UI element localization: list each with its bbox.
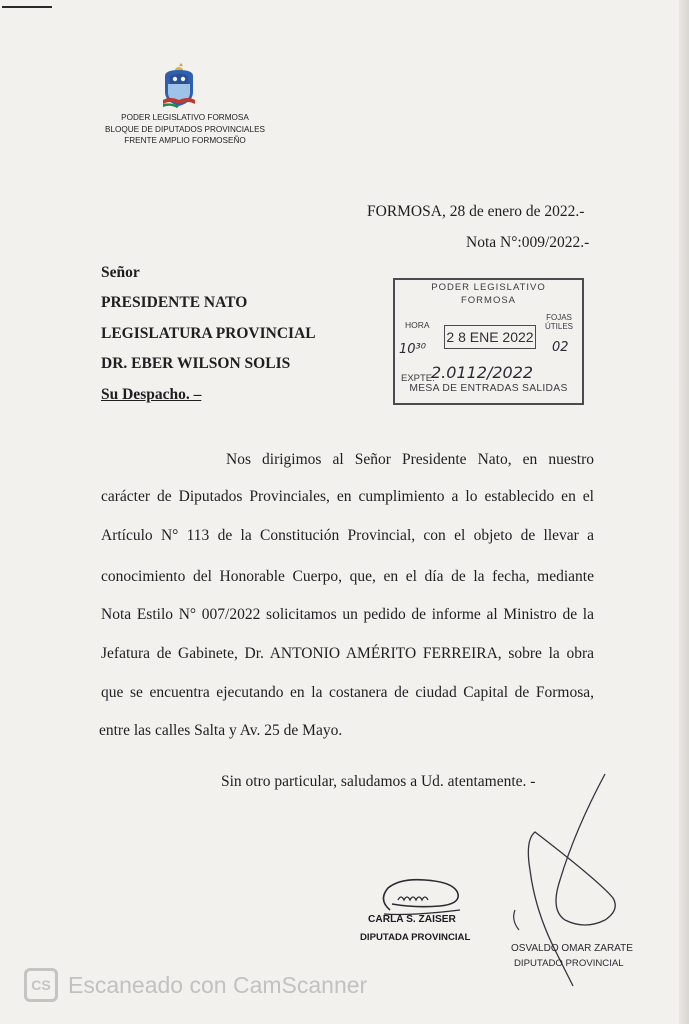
stamp-date: 2 8 ENE 2022	[444, 325, 536, 349]
stamp-expte-label: EXPTE.	[401, 373, 435, 384]
camscanner-watermark	[24, 965, 367, 1005]
closing-line: Sin otro particular, saludamos a Ud. atentamente. -	[221, 773, 536, 790]
recipient-title: PRESIDENTE NATO	[101, 294, 248, 311]
reception-stamp	[393, 278, 584, 405]
signer-left-name: CARLA S. ZAISER	[368, 914, 456, 925]
body-line: Nota Estilo N° 007/2022 solicitamos un pedido de informe al Ministro de la	[101, 606, 594, 623]
page-edge-shadow	[679, 0, 689, 1024]
letterhead-line: PODER LEGISLATIVO FORMOSA	[121, 113, 249, 122]
stamp-city: FORMOSA	[460, 295, 517, 306]
camscanner-icon: CS	[24, 968, 58, 1002]
signer-left-title: DIPUTADA PROVINCIAL	[360, 932, 471, 943]
stamp-institution: PODER LEGISLATIVO	[431, 282, 546, 293]
body-line: entre las calles Salta y Av. 25 de Mayo.	[99, 722, 343, 739]
body-line: Jefatura de Gabinete, Dr. ANTONIO AMÉRITO FERREIRA, sobre la obra	[101, 645, 594, 662]
scan-edge-line	[2, 6, 52, 8]
recipient-office: Su Despacho. –	[101, 386, 202, 403]
salutation: Señor	[101, 264, 140, 281]
body-line: conocimiento del Honorable Cuerpo, que, en el día de la fecha, mediante	[101, 568, 594, 585]
place-date: FORMOSA, 28 de enero de 2022.-	[367, 203, 585, 220]
signer-right-title: DIPUTADO PROVINCIAL	[514, 958, 624, 969]
stamp-fojas-value: 02	[552, 340, 569, 355]
body-line: Artículo N° 113 de la Constitución Provincial, con el objeto de llevar a	[101, 527, 594, 544]
letterhead-line: BLOQUE DE DIPUTADOS PROVINCIALES	[105, 124, 265, 134]
body-line: Nos dirigimos al Señor Presidente Nato, en nuestro	[226, 451, 594, 468]
stamp-hora-value: 10³⁰	[399, 342, 426, 357]
body-line: que se encuentra ejecutando en la costanera de ciudad Capital de Formosa,	[101, 684, 594, 701]
signer-right-name: OSVALDO OMAR ZARATE	[511, 943, 633, 954]
stamp-fojas-label: FOJAS ÚTILES	[545, 313, 574, 331]
body-line: carácter de Diputados Provinciales, en cumplimiento a lo establecido en el	[101, 488, 594, 505]
stamp-hora-label: HORA	[405, 320, 430, 330]
watermark-text: Escaneado con CamScanner	[68, 971, 368, 998]
signature-right-icon	[505, 770, 655, 990]
emblem-icon	[160, 62, 198, 108]
note-number: Nota N°:009/2022.-	[466, 234, 590, 251]
stamp-expte-value: 2.0112/2022	[431, 363, 534, 382]
letterhead	[90, 112, 280, 147]
recipient-institution: LEGISLATURA PROVINCIAL	[101, 325, 316, 342]
stamp-footer: MESA DE ENTRADAS SALIDAS	[409, 383, 568, 394]
letterhead-line: FRENTE AMPLIO FORMOSEÑO	[124, 136, 246, 146]
recipient-name: DR. EBER WILSON SOLIS	[101, 355, 291, 372]
